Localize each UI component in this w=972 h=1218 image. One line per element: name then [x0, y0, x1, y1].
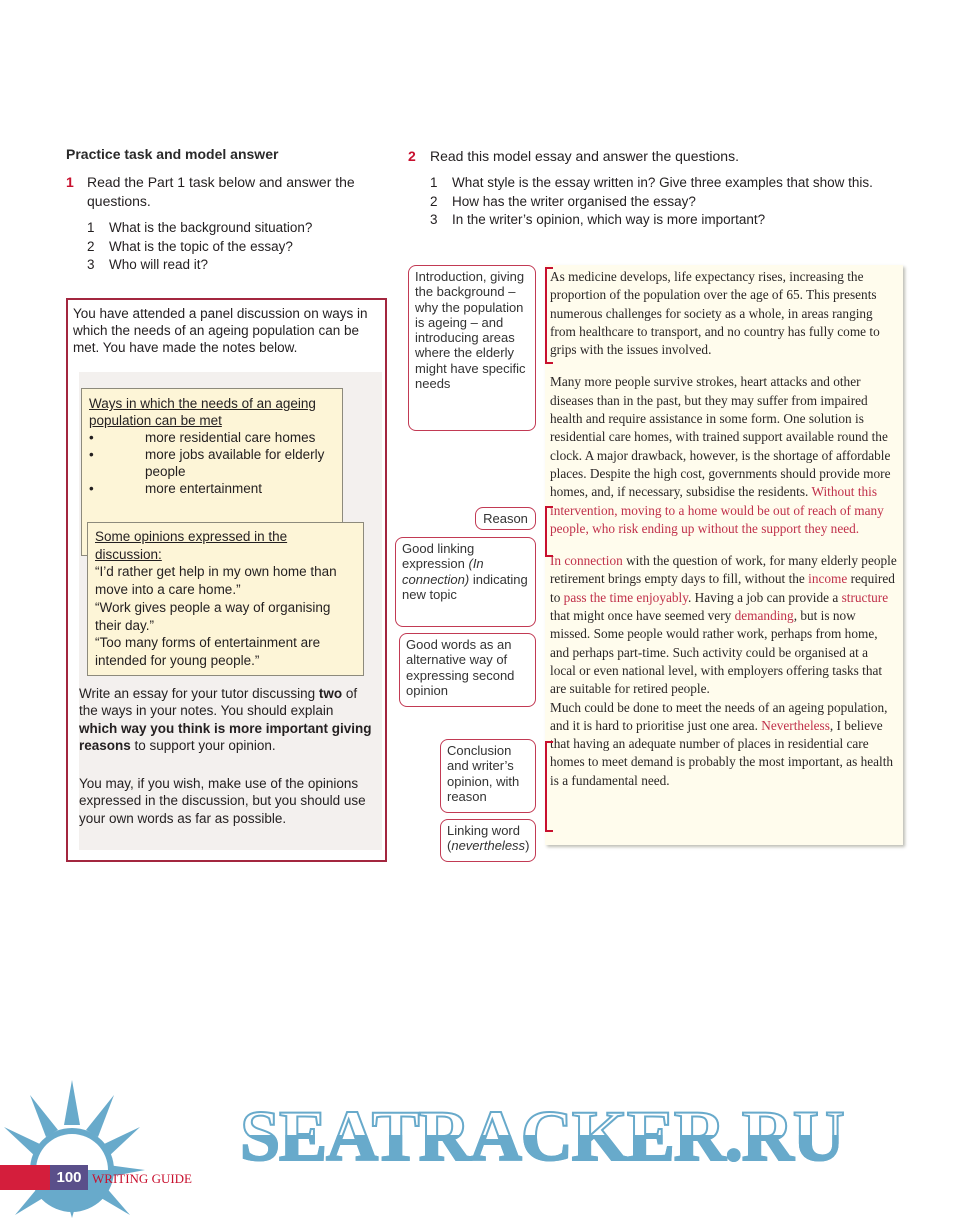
question-1 — [66, 173, 376, 211]
question-2-items — [430, 174, 880, 230]
sub-item: 2 What is the topic of the essay? — [87, 238, 293, 254]
model-essay — [545, 265, 903, 845]
essay-paragraph-2: Many more people survive strokes, heart attacks and other diseases than in the past, but they may suffer from impaired health and require assistance in some form. One solution is residential care homes, with trained support available round the clock. A major drawback, however, is the shortage of affordable places. Despite the high cost, governments should provide more homes, and, if necessary, subsidise the residents. Without this intervention, moving to a home would be out of reach of many people, who risk ending up without the support they need. — [550, 374, 891, 536]
essay-paragraph-3: In connection with the question of work, for many elderly people retirement brings empty days to fill, without the income required to pass the time enjoyably. Having a job can provide a structure that might once have seemed very demanding, but is now missed. Some people would rather work, perhaps from home, and perhaps part-time. Such activity could be organised at a local or even national level, with employers offering tasks that are suitable for retired people. — [550, 553, 897, 697]
note-item: • more jobs available for elderly people — [89, 447, 325, 479]
sub-item: 1 What is the background situation? — [87, 220, 313, 235]
watermark: SEATRACKER.RU — [240, 1096, 844, 1176]
task-panel — [79, 372, 382, 850]
annotation-good-words: Good words as an alternative way of expressing second opinion — [399, 633, 536, 707]
bracket-marker — [545, 741, 553, 832]
annotation-introduction: Introduction, giving the background – why the population is ageing – and introducing areas where the elderly might have specific needs — [408, 265, 536, 431]
annotation-linking-expression: Good linking expression (In connection) indicating new topic — [395, 537, 536, 627]
sun-logo-icon — [0, 1075, 150, 1218]
note-item: • more residential care homes — [89, 430, 316, 445]
task-closing: You may, if you wish, make use of the opinions expressed in the discussion, but you should use your own words as far as possible. — [79, 775, 366, 826]
question-text: Read this model essay and answer the questions. — [430, 148, 739, 164]
question-text: Read the Part 1 task below and answer the questions. — [87, 174, 355, 209]
annotation-conclusion: Conclusion and writer’s opinion, with reason — [440, 739, 536, 813]
page-number: 100 — [50, 1165, 88, 1190]
sub-item: 3 Who will read it? — [87, 257, 209, 272]
opinion-item: “I’d rather get help in my own home than move into a care home.” — [95, 564, 337, 598]
footer-section-title: WRITING GUIDE — [92, 1171, 193, 1186]
essay-paragraph-intro: As medicine develops, life expectancy rises, increasing the proportion of the population over the age of 65. This presents numerous challenges for society as a whole, in areas ranging from healthcare to transport, and no country has fully come to grips with the issues involved. — [550, 269, 880, 358]
opinions-title: Some opinions expressed in the discussion: — [95, 529, 288, 562]
question-number: 2 — [408, 148, 416, 164]
opinion-item: “Too many forms of entertainment are intended for young people.” — [95, 635, 321, 668]
sub-item: 1 What style is the essay written in? Give three examples that show this. — [430, 175, 873, 190]
task-box — [66, 298, 387, 862]
notes-title: Ways in which the needs of an ageing population can be met — [89, 396, 316, 428]
bracket-marker — [545, 506, 553, 557]
question-number: 1 — [66, 174, 74, 190]
bracket-marker — [545, 267, 553, 364]
question-2 — [408, 147, 739, 166]
footer-accent-bar — [0, 1165, 50, 1190]
section-heading: Practice task and model answer — [66, 146, 279, 162]
essay-paragraph-conclusion: Much could be done to meet the needs of an ageing population, and it is hard to prioritise just one area. Nevertheless, I believe that having an adequate number of places in residential care homes to meet demand is probably the most important, as health is a fundamental need. — [550, 699, 894, 788]
task-instructions: Write an essay for your tutor discussing two of the ways in your notes. You should explain which way you think is more important giving reasons to support your opinion. — [79, 685, 372, 754]
opinion-item: “Work gives people a way of organising their day.” — [95, 599, 331, 633]
opinions-card — [87, 522, 364, 676]
note-item: • more entertainment — [89, 481, 263, 496]
sub-item: 2 How has the writer organised the essay? — [430, 193, 696, 209]
annotation-linking-word: Linking word (nevertheless) — [440, 819, 536, 862]
sub-item: 3 In the writer’s opinion, which way is more important? — [430, 212, 766, 227]
task-intro: You have attended a panel discussion on ways in which the needs of an ageing population can be met. You have made the notes below. — [73, 306, 368, 355]
question-1-items — [87, 219, 312, 275]
annotation-reason: Reason — [475, 507, 536, 530]
